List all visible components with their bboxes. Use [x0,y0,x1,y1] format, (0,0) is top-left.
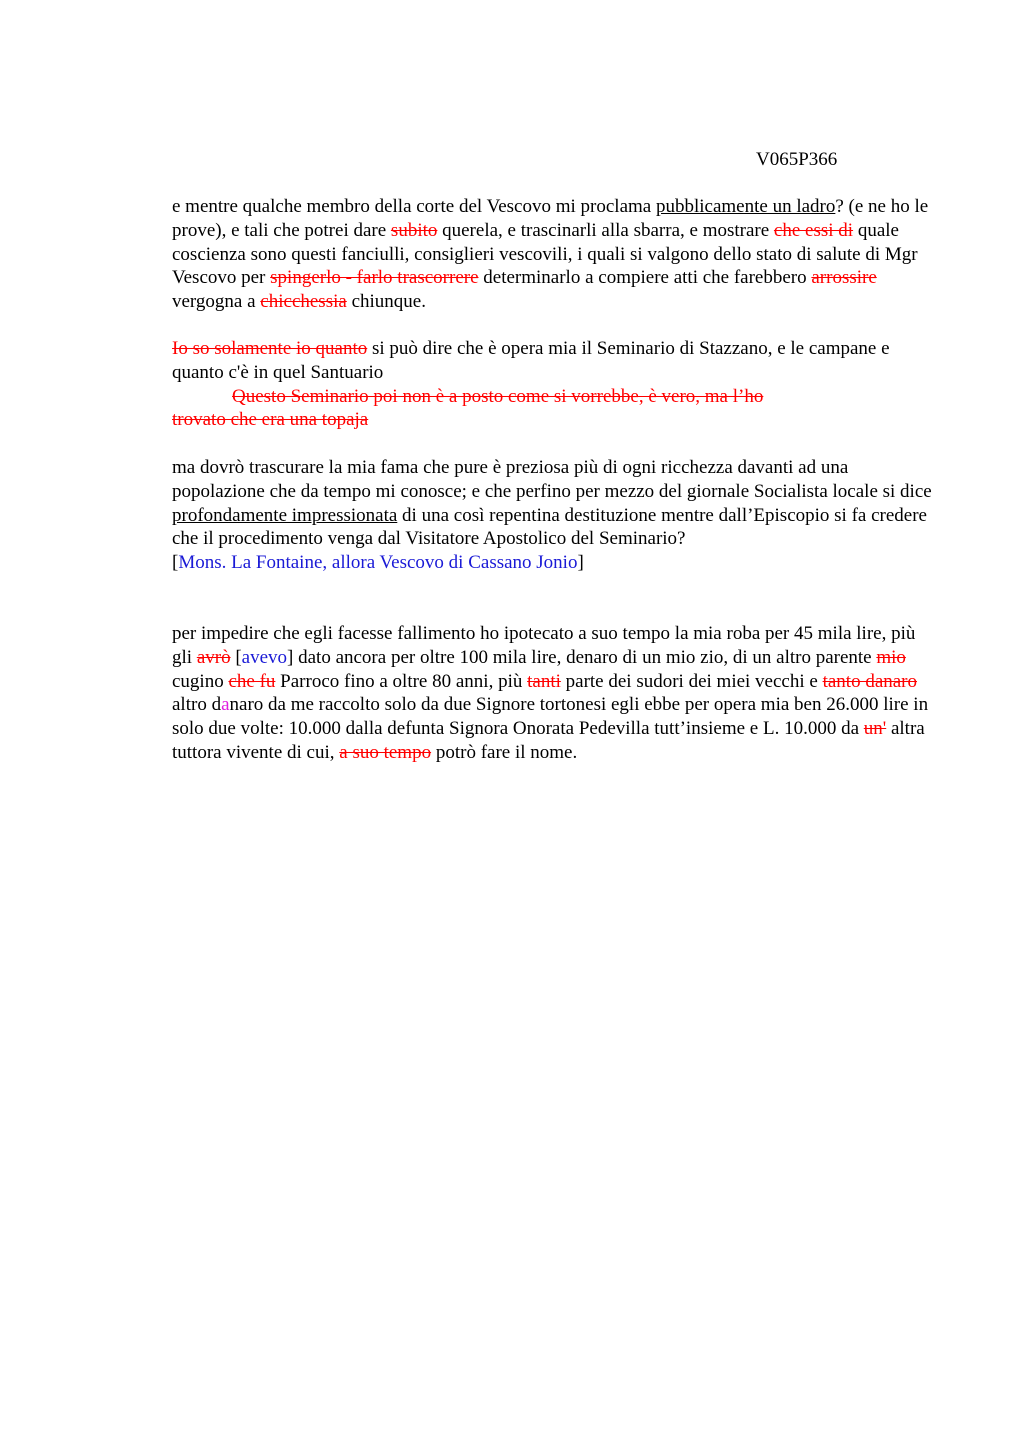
paragraph-1 [172,195,932,314]
bracket-close: ] [577,552,584,574]
deleted-text: arrossire [811,267,877,289]
text-run: [ [230,646,242,668]
text-run: querela, e trascinarli alla sbarra, e mostrare [437,219,774,241]
deleted-text: avrò [196,646,231,668]
paragraph-4 [172,622,932,765]
text-run: di una così repentina destituzione mentre dall’Episcopio si fa credere che il procedimento venga dal Visitatore Apostolico del Seminario? [172,504,927,550]
deleted-text: che fu [228,670,276,692]
text-run: ? (e ne ho le prove), e tali che potrei dare [172,196,929,241]
deleted-text: Io so solamente io quanto [172,338,368,359]
underlined-text: pubblicamente un ladro [655,196,836,217]
editorial-note: avevo [241,646,288,668]
deleted-text: spingerlo - farlo trascorrere [270,267,479,289]
text-run: chiunque. [346,291,426,313]
deleted-text: subito [390,219,438,241]
deleted-text: tanti [527,670,561,692]
text-run: quale coscienza sono questi fanciulli, consiglieri vescovili, i quali si valgono dello stato di salute di Mgr Vescovo per [172,219,918,289]
text-run: naro da me raccolto solo da due Signore tortonesi egli ebbe per opera mia ben 26.000 lire in solo due volte: 10.000 dalla defunta Signora Onorata Pedevilla tutt’insieme e L. 10.000 da [172,694,929,740]
deleted-text: tanto danaro [822,670,918,692]
paragraph-2 [172,337,932,432]
deleted-text: mio [876,646,906,668]
text-run: ma dovrò trascurare la mia fama che pure è preziosa più di ogni ricchezza davanti ad una popolazione che da tempo mi conosce; e che perfino per mezzo del giornale Socialista locale si dice [172,457,932,502]
editorial-note: Mons. La Fontaine, allora Vescovo di Cassano Jonio [178,552,578,574]
text-run: vergogna a [172,291,261,313]
paragraph-3 [172,456,932,575]
text-run: determinarlo a compiere atti che farebbero [478,267,812,289]
text-run: parte dei sudori dei miei vecchi e [560,670,823,692]
text-run: potrò fare il nome. [431,741,578,763]
bracket-open: [ [172,552,179,574]
text-run: per impedire che egli facesse fallimento ho ipotecato a suo tempo la mia roba per 45 mila lire, più gli [172,623,916,668]
deleted-sentence-line-1: Questo Seminario poi non è a posto come si vorrebbe, è vero, ma l’ho [232,385,764,407]
text-run: altro d [172,694,222,716]
page-identifier: V065P366 [756,149,838,170]
text-run: altra tuttora vivente di cui, [172,718,925,763]
text-run: Parroco fino a oltre 80 anni, più [275,670,528,692]
text-run: e mentre qualche membro della corte del Vescovo mi proclama [172,196,656,217]
text-run: si può dire che è opera mia il Seminario di Stazzano, e le campane e quanto c'è in quel Santuario [172,338,890,383]
inserted-letter: a [221,694,230,716]
deleted-text: chicchessia [260,291,347,313]
underlined-text: profondamente impressionata [172,504,398,526]
deleted-text: un' [863,718,887,740]
text-run: ] dato ancora per oltre 100 mila lire, denaro di un mio zio, di un altro parente [287,646,877,668]
deleted-text: a suo tempo [339,741,432,763]
deleted-text: che essi di [773,219,854,241]
text-run: cugino [172,670,229,692]
deleted-sentence-line-2: trovato che era una topaja [172,409,369,431]
